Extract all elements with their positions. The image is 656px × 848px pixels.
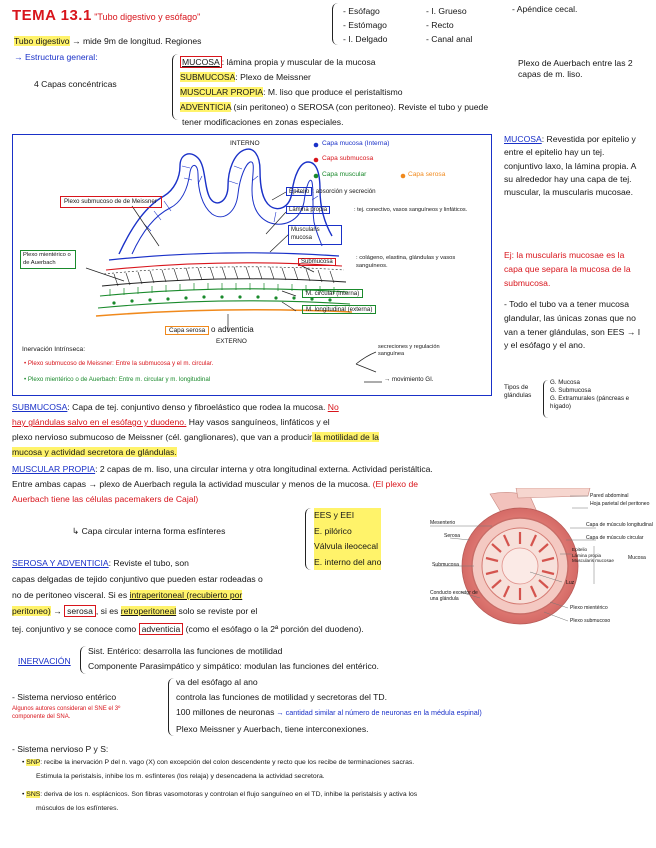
muscular-line-2: Entre ambas capas → plexo de Auerbach regula la actividad muscular y menos de la mucosa. (El plexo de	[12, 479, 419, 489]
fig-label-luz: Luz	[566, 580, 575, 586]
legend-dot-mucosa	[314, 143, 319, 148]
label-plexo-submucoso: Plexo submucoso de de Meissner	[60, 196, 162, 208]
intro-text: → mide 9m de longitud. Regiones	[71, 36, 202, 46]
muscular-line-3: Auerbach tiene las células pacemakers de Cajal)	[12, 494, 199, 504]
tipos-glandulas-label: Tipos de glándulas	[504, 384, 532, 399]
inervacion-heading: INERVACIÓN	[18, 656, 71, 666]
fig-label-mucosa: Mucosa	[628, 555, 646, 561]
structure-heading: → Estructura general:	[14, 52, 98, 62]
submucosa-line-4: mucosa y actividad secretora de glándulas.	[12, 447, 177, 457]
lumen	[502, 548, 538, 584]
tipos-brace	[543, 380, 549, 418]
snp-line-1: • SNP: recibe la inervación P del n. vago (X) con excepción del colon descendente y recto que los recibe de terminaciones sacras.	[22, 759, 415, 766]
regions-brace	[332, 3, 339, 45]
sns-line-1: • SNS: deriva de los n. esplácnicos. Son fibras vasomotoras y controlan el flujo sanguíneo en el TD, inhibe la peristalsis y activa los	[22, 791, 418, 798]
serosa-line-4: peritoneo) → serosa , si es retroperitoneal solo se reviste por el	[12, 606, 258, 616]
label-lamina-propia: Lámina propia	[286, 207, 330, 215]
regions-col-1	[343, 4, 387, 46]
title-block	[12, 6, 200, 25]
plexo-meissner-line: • Plexo submucoso de Meissner: Entre la submucosa y el m. circular.	[24, 360, 214, 367]
sphincter-item: E. pilórico	[314, 524, 381, 540]
layer-adventicia: ADVENTICIA (sin peritoneo) o SEROSA (con peritoneo). Reviste el tubo y puede	[180, 102, 489, 112]
fig-label-submucosa: Submucosa	[432, 562, 459, 568]
page-title: TEMA 13.1	[12, 7, 92, 24]
enteric-item-4: Plexo Meissner y Auerbach, tiene interconexiones.	[176, 724, 369, 734]
capas-brace	[172, 54, 179, 120]
legend-dot-submucosa	[314, 158, 319, 163]
label-m-longitudinal: M. longitudinal (externa)	[302, 306, 376, 314]
region-item: - Esófago	[343, 6, 380, 16]
plexo-auerbach-line: • Plexo mientérico o de Auerbach: Entre m. circular y m. longitudinal	[24, 376, 211, 383]
fig-label-mucosa-parts: Epitelio Lámina propia Muscularis mucosae	[572, 547, 614, 564]
label-plexo-mienterico: Plexo mientérico o de Auerbach	[20, 250, 76, 269]
plexo-auerbach-note: Plexo de Auerbach entre las 2 capas de m. liso.	[518, 58, 633, 79]
enteric-item-3: 100 millones de neuronas → cantidad similar al número de neuronas en la médula espinal)	[176, 707, 482, 717]
fig-label-circular: Capa de músculo circular	[586, 535, 644, 541]
snp-line-2: Estimula la peristalsis, inhibe los m. esfínteres (los relaja) y desencadena la actividad secretora.	[36, 773, 325, 780]
fig-label-plexo-submucoso: Plexo submucoso	[570, 618, 611, 624]
muscular-line-1: MUSCULAR PROPIA: 2 capas de m. liso, una circular interna y otra longitudinal externa. Actividad peristáltica.	[12, 464, 433, 474]
mucosa-definition: MUCOSA: Revestida por epitelio y entre el epitelio hay un tej. conjuntivo laxo, la lámina propia. A su alrededor hay una capa de tej. muscular, la muscularis mucosae.	[504, 134, 636, 198]
region-item: - Estómago	[343, 20, 387, 30]
layers-list	[180, 55, 488, 130]
intro-term: Tubo digestivo	[14, 36, 70, 46]
inervacion-line-2: Componente Parasimpático y simpático: modulan las funciones del entérico.	[88, 661, 379, 671]
sphincter-brace	[305, 508, 312, 570]
fig-label-plexo-mienterico: Plexo mientérico	[570, 605, 608, 611]
sphincter-item: E. interno del ano	[314, 555, 381, 571]
layer-submucosa: SUBMUCOSA: Plexo de Meissner	[180, 72, 311, 82]
legend-serosa: Capa serosa	[408, 171, 446, 178]
legend-dot-serosa	[401, 174, 406, 179]
intro-line	[14, 36, 201, 47]
enteric-item-1: va del esófago al ano	[176, 677, 258, 687]
serosa-line-1: SEROSA Y ADVENTICIA: Reviste el tubo, son	[12, 558, 189, 568]
region-item: - I. Delgado	[343, 34, 388, 44]
label-submucosa-desc: : colágeno, elastina, glándulas y vasos sanguíneos.	[356, 255, 456, 269]
fig-label-pared: Pared abdominal	[590, 493, 629, 499]
ps-label: - Sistema nervioso P y S:	[12, 744, 109, 754]
label-muscularis-mucosa: Muscularis mucosa	[288, 225, 342, 245]
plexo-auerbach-result: → movimiento GI.	[384, 376, 434, 383]
plexo-meissner-result: secreciones y regulación sanguínea	[378, 344, 440, 358]
region-item: - Recto	[426, 20, 454, 30]
sphincter-item: Válvula ileocecal	[314, 539, 381, 555]
layer-mucosa: MUCOSA : lámina propia y muscular de la mucosa	[182, 57, 376, 67]
submucosa-line-2: hay glándulas salvo en el esófago y duodeno. Hay vasos sanguíneos, linfáticos y el	[12, 417, 330, 427]
label-lamina-desc: : tej. conectivo, vasos sanguíneos y linfáticos.	[354, 207, 468, 213]
regions-col-2	[426, 4, 472, 46]
enteric-label: - Sistema nervioso entérico	[12, 692, 117, 702]
enteric-brace	[168, 678, 175, 736]
fig-label-conducto: Conducto excretor de una glándula	[430, 590, 478, 602]
label-externo: EXTERNO	[216, 338, 247, 345]
label-epitelio: Epitelio : absorción y secreción	[286, 188, 376, 196]
enteric-note: Algunos autores consideran el SNE el 3º componente del SNA.	[12, 706, 121, 720]
label-capa-serosa: Capa serosa o adventicia	[165, 325, 254, 335]
tipo-item: G. Mucosa	[550, 379, 580, 386]
inervacion-brace	[80, 646, 87, 674]
tipo-item: G. Extramurales (páncreas e hígado)	[550, 395, 630, 411]
abdominal-wall-shape	[516, 488, 590, 498]
legend-mucosa: Capa mucosa (Interna)	[322, 140, 390, 147]
inervacion-intrinseca-title: Inervación Intrínseca:	[22, 346, 86, 353]
page-subtitle: "Tubo digestivo y esófago"	[94, 12, 201, 22]
fig-label-hoja: Hoja parietal del peritoneo	[590, 501, 650, 507]
serosa-line-5: tej. conjuntivo y se conoce como adventicia (como el esófago o la 2ª porción del duodeno).	[12, 624, 364, 634]
region-item-appendix: - Apéndice cecal.	[512, 4, 578, 14]
layer-muscular: MUSCULAR PROPIA: M. liso que produce el peristaltismo	[180, 87, 403, 97]
capa-circular-line: ↳ Capa circular interna forma esfínteres	[72, 526, 226, 536]
region-item: - Canal anal	[426, 34, 473, 44]
submucosa-line-3: plexo nervioso submucoso de Meissner (cél. ganglionares), que van a producir la motilidad de la	[12, 432, 379, 442]
tipos-glandulas-list	[550, 379, 644, 411]
tipo-item: G. Submucosa	[550, 387, 591, 395]
capas-label: 4 Capas concéntricas	[34, 79, 117, 89]
sphincters-list	[314, 508, 381, 570]
fig-label-longitudinal: Capa de músculo longitudinal	[586, 522, 653, 528]
submucosa-line-1: SUBMUCOSA: Capa de tej. conjuntivo denso y fibroelástico que rodea la mucosa. No	[12, 402, 339, 412]
mucosa-example: Ej: la muscularis mucosae es la capa que separa la mucosa de la submucosa.	[504, 250, 631, 288]
label-submucosa-box: Submucosa	[298, 259, 336, 267]
fig-label-serosa: Serosa	[444, 533, 461, 539]
sphincter-item: EES y EEI	[314, 508, 381, 524]
legend-muscular: Capa muscular	[322, 171, 367, 178]
serosa-line-3: no de peritoneo visceral. Si es intraperitoneal (recubierto por	[12, 590, 243, 600]
region-item: - I. Grueso	[426, 6, 467, 16]
mucosa-glands: - Todo el tubo va a tener mucosa glandular, las únicas zonas que no van a tener glándulas, son EES → I y el esófago y el ano.	[504, 299, 641, 351]
sns-line-2: músculos de los esfínteres.	[36, 805, 119, 812]
serosa-line-2: capas delgadas de tejido conjuntivo que pueden estar rodeadas o	[12, 574, 263, 584]
legend-submucosa: Capa submucosa	[322, 155, 374, 162]
fig-label-mesenterio: Mesenterio	[430, 520, 456, 526]
label-interno: INTERNO	[230, 140, 260, 147]
inervacion-line-1: Sist. Entérico: desarrolla las funciones de motilidad	[88, 646, 283, 656]
legend-dot-muscular	[314, 174, 319, 179]
label-m-circular: M. circular (interna)	[302, 290, 363, 298]
layers-continuation: tener modificaciones en zonas especiales.	[182, 117, 344, 127]
enteric-item-2: controla las funciones de motilidad y secretoras del TD.	[176, 692, 387, 702]
